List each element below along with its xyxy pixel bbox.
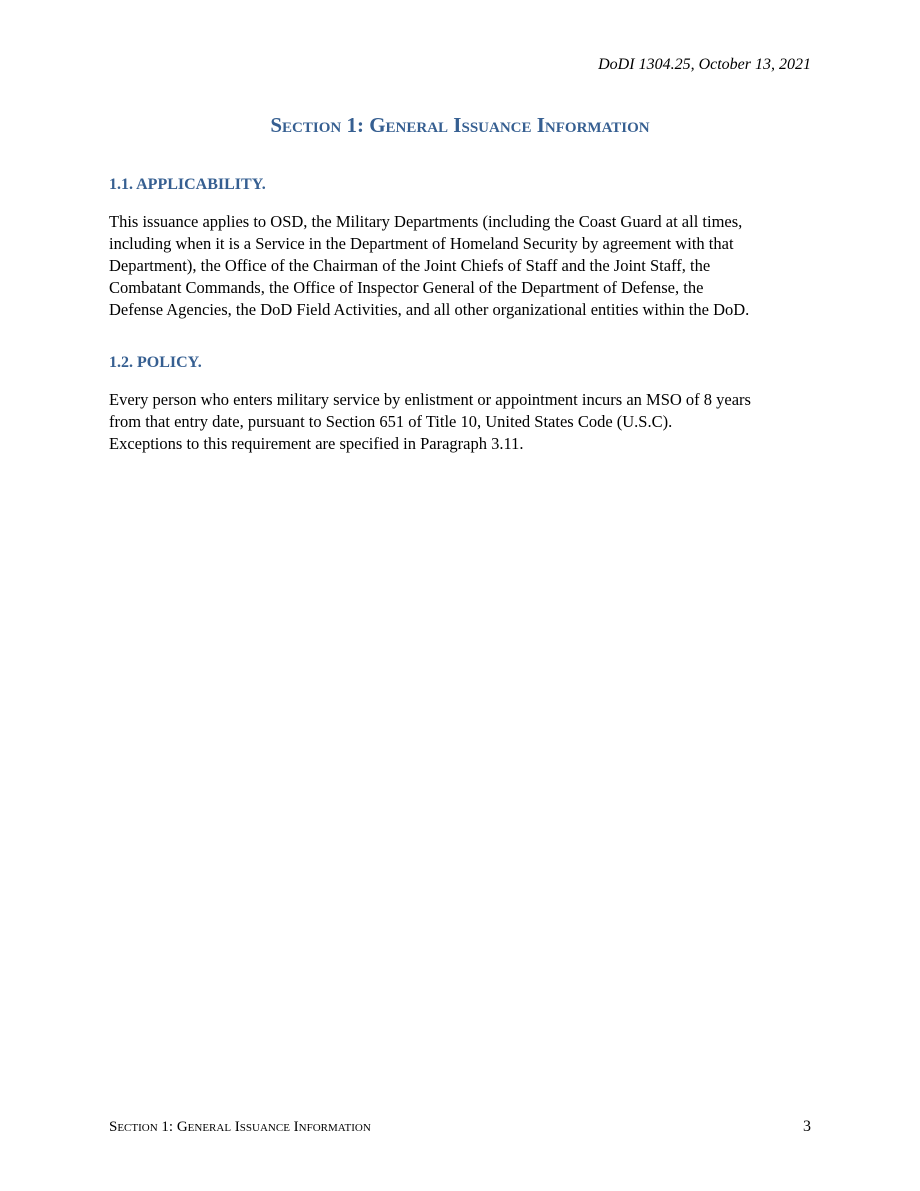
section-title: Section 1: General Issuance Information xyxy=(270,113,650,137)
paragraph-line: Department), the Office of the Chairman of the Joint Chiefs of Staff and the Joint Staff, the xyxy=(109,256,711,275)
subsection-heading-policy: 1.2. POLICY. xyxy=(109,354,202,371)
footer-section-title: Section 1: General Issuance Information xyxy=(109,1119,371,1135)
policy-paragraph xyxy=(109,389,814,455)
applicability-paragraph xyxy=(109,211,814,321)
subsection-heading-applicability: 1.1. APPLICABILITY. xyxy=(109,176,266,193)
paragraph-line: Combatant Commands, the Office of Inspector General of the Department of Defense, the xyxy=(109,278,704,297)
paragraph-line: from that entry date, pursuant to Section 651 of Title 10, United States Code (U.S.C). xyxy=(109,412,673,431)
paragraph-line: Every person who enters military service by enlistment or appointment incurs an MSO of 8 years xyxy=(109,390,751,409)
document-reference: DoDI 1304.25, October 13, 2021 xyxy=(598,56,811,73)
paragraph-line: This issuance applies to OSD, the Military Departments (including the Coast Guard at all times, xyxy=(109,212,743,231)
paragraph-line: Defense Agencies, the DoD Field Activities, and all other organizational entities within the DoD. xyxy=(109,300,750,319)
paragraph-line: including when it is a Service in the Department of Homeland Security by agreement with that xyxy=(109,234,734,253)
paragraph-line: Exceptions to this requirement are specified in Paragraph 3.11. xyxy=(109,434,524,453)
page-number: 3 xyxy=(803,1118,811,1135)
